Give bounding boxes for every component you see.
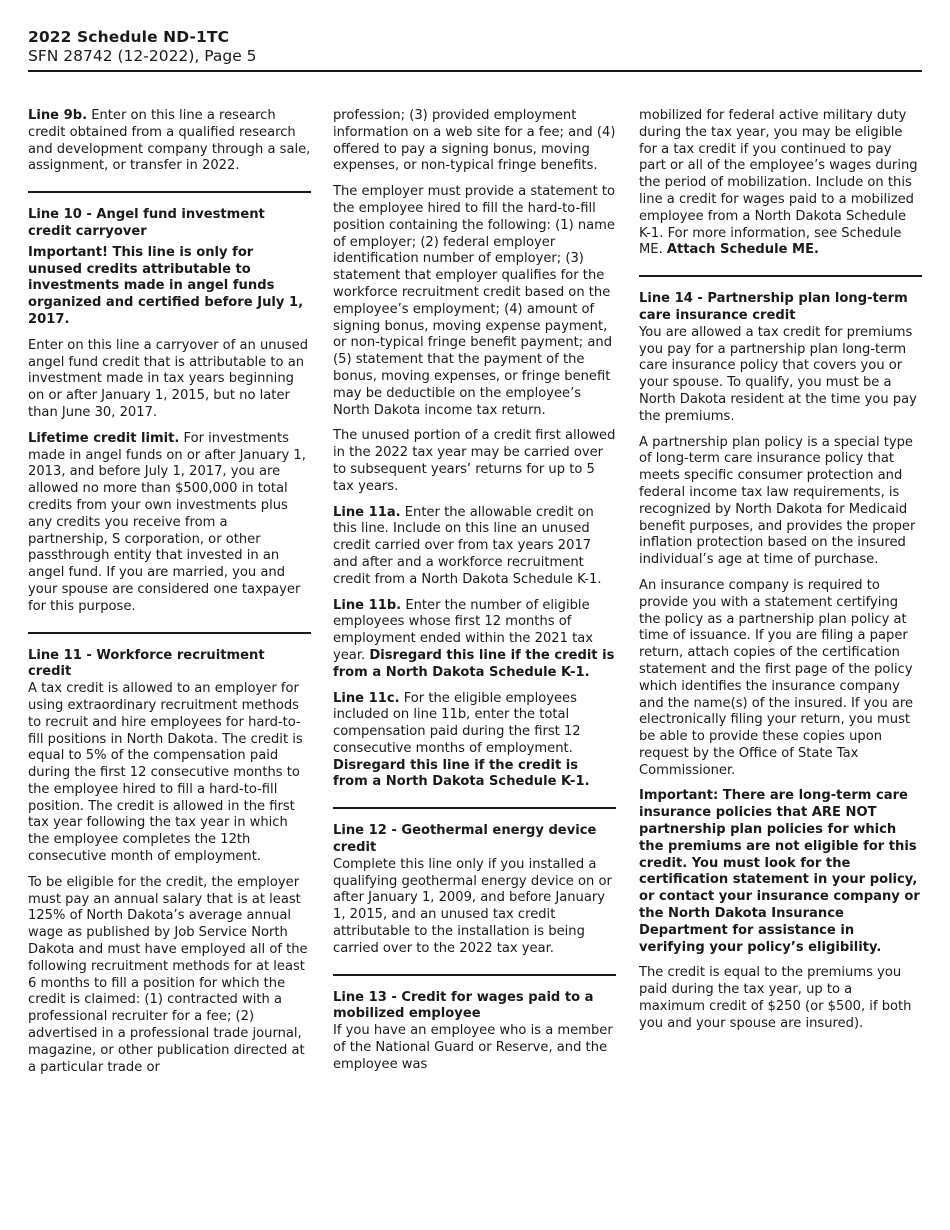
line11c-label: Line 11c. [333,690,400,706]
column-2 [333,108,616,1083]
line14-heading: Line 14 - Partnership plan long-term care insurance credit [639,291,908,323]
line11c-text: For the eligible employees included on line 11b, enter the total compensation paid during the first 12 consecutive months of employment. [333,690,581,756]
line10-heading: Line 10 - Angel fund investment credit carryover [28,207,265,239]
line11a-paragraph [333,505,616,589]
line14-paragraph-4: The credit is equal to the premiums you paid during the tax year, up to a maximum credit of $250 (or $500, if both you and your spouse are insured). [639,965,912,1031]
form-subtitle: SFN 28742 (12-2022), Page 5 [28,47,257,65]
line14-important: Important: There are long-term care insurance policies that ARE NOT partnership plan policies for which the premiums are not eligible for this credit. You must look for the certification statement in your policy, or contact your insurance company or the North Dakota Insurance Department for assistance in verifying your policy’s eligibility. [639,788,920,955]
lifetime-credit-text: For investments made in angel funds on or after January 1, 2013, and before July 1, 2017, you are allowed no more than $500,000 in total credits from your own investments plus any credits you receive from a partnership, S corporation, or other passthrough entity that invested in an angel fund. If you are married, you and your spouse are considered one taxpayer for this purpose. [28,430,306,614]
line11c-paragraph [333,691,616,792]
line11b-paragraph [333,598,616,682]
line13-continued-text: mobilized for federal active military duty during the tax year, you may be eligible for a tax credit if you continued to pay part or all of the employee’s wages during the period of mobilization. Include on this line a credit for wages paid to a mobilized employee from a North Dakota Schedule K-1. For more information, see Schedule ME. [639,108,918,258]
section-divider [28,191,311,193]
line11a-label: Line 11a. [333,504,401,520]
attach-schedule-me: Attach Schedule ME. [666,242,819,258]
line11b-disregard: Disregard this line if the credit is from a North Dakota Schedule K-1. [333,647,615,680]
section-divider [28,632,311,634]
section-divider [333,807,616,809]
employer-statement-paragraph: The employer must provide a statement to the employee hired to fill the hard-to-fill position containing the following: (1) name of employer; (2) federal employer identification number of employer; (3) statement that employer qualifies for the workforce recruitment credit based on the employee’s employment; (4) amount of signing bonus, moving expense payment, or non-typical fringe benefit payment; and (5) statement that the payment of the bonus, moving expenses, or fringe benefit may be deductible on the employee’s North Dakota income tax return. [333,184,616,418]
column-1 [28,108,311,1085]
unused-portion-paragraph: The unused portion of a credit first allowed in the 2022 tax year may be carried over to subsequent years’ returns for up to 5 tax years. [333,428,616,494]
form-title: 2022 Schedule ND-1TC [28,28,230,46]
line11b-text: Enter the number of eligible employees whose first 12 months of employment ended within the 2021 tax year. [333,597,594,663]
header-divider [28,70,922,72]
lifetime-credit-label: Lifetime credit limit. [28,430,180,446]
line13-paragraph: If you have an employee who is a member of the National Guard or Reserve, and the employee was [333,1023,613,1072]
section-divider [639,275,922,277]
line11a-text: Enter the allowable credit on this line. Include on this line an unused credit carried over from tax years 2017 and after and a workforce recruitment credit from a North Dakota Schedule K-1. [333,504,602,587]
section-divider [333,974,616,976]
line13-heading: Line 13 - Credit for wages paid to a mobilized employee [333,989,594,1022]
line10-paragraph: Enter on this line a carryover of an unused angel fund credit that is attributable to an investment made in tax years beginning on or after January 1, 2015, but no later than June 30, 2017. [28,337,309,420]
column-3 [639,108,922,1042]
line12-paragraph: Complete this line only if you installed a qualifying geothermal energy device on or after January 1, 2009, and before January 1, 2015, and an unused tax credit attributable to the installation is being carried over to the 2022 tax year. [333,856,612,956]
line11-continued-paragraph: profession; (3) provided employment information on a web site for a fee; and (4) offered to pay a signing bonus, moving expenses, or non-typical fringe benefits. [333,108,616,174]
line11-paragraph-1: A tax credit is allowed to an employer for using extraordinary recruitment methods to recruit and hire employees for hard-to-fill positions in North Dakota. The credit is equal to 5% of the compensation paid during the first 12 consecutive months to the employee hired to fill a hard-to-fill position. The credit is allowed in the first tax year following the tax year in which the employee completes the 12th consecutive month of employment. [28,681,303,865]
line14-paragraph-2: A partnership plan policy is a special type of long-term care insurance policy that meets specific consumer protection and federal income tax law requirements, is recognized by North Dakota for Medicaid benefit purposes, and provides the proper inflation protection based on the insured individual’s age at time of purchase. [639,434,916,568]
line14-paragraph-1: You are allowed a tax credit for premiums you pay for a partnership plan long-term care insurance policy that covers you or your spouse. To qualify, you must be a North Dakota resident at the time you pay the premiums. [639,324,917,424]
line11-heading: Line 11 - Workforce recruitment credit [28,647,265,680]
line9b-text: Enter on this line a research credit obtained from a qualified research and development company through a sale, assignment, or transfer in 2022. [28,108,311,174]
lifetime-credit-paragraph [28,431,311,616]
line11-paragraph-2: To be eligible for the credit, the employer must pay an annual salary that is at least 125% of North Dakota’s average annual wage as published by Job Service North Dakota and must have employed all of the following recruitment methods for at least 6 months to fill a position for which the credit is claimed: (1) contracted with a professional recruiter for a fee; (2) advertised in a professional trade journal, magazine, or other publication directed at a particular trade or [28,874,308,1075]
line9b-paragraph [28,108,311,175]
line9b-label: Line 9b. [28,108,88,123]
line12-heading: Line 12 - Geothermal energy device credit [333,823,597,856]
page-header [28,28,922,66]
line10-important: Important! This line is only for unused credits attributable to investments made in angel funds organized and certified before July 1, 2017. [28,244,304,327]
line13-continued-paragraph [639,108,922,259]
line14-paragraph-3: An insurance company is required to provide you with a statement certifying the policy as a partnership plan policy at time of issuance. If you are filing a paper return, attach copies of the certification statement and the first page of the policy which identifies the insurance company and the name(s) of the insured. If you are electronically filing your return, you must be able to provide these copies upon request by the Office of State Tax Commissioner. [639,577,914,778]
line11b-label: Line 11b. [333,597,402,613]
line11c-disregard: Disregard this line if the credit is from a North Dakota Schedule K-1. [333,757,590,790]
